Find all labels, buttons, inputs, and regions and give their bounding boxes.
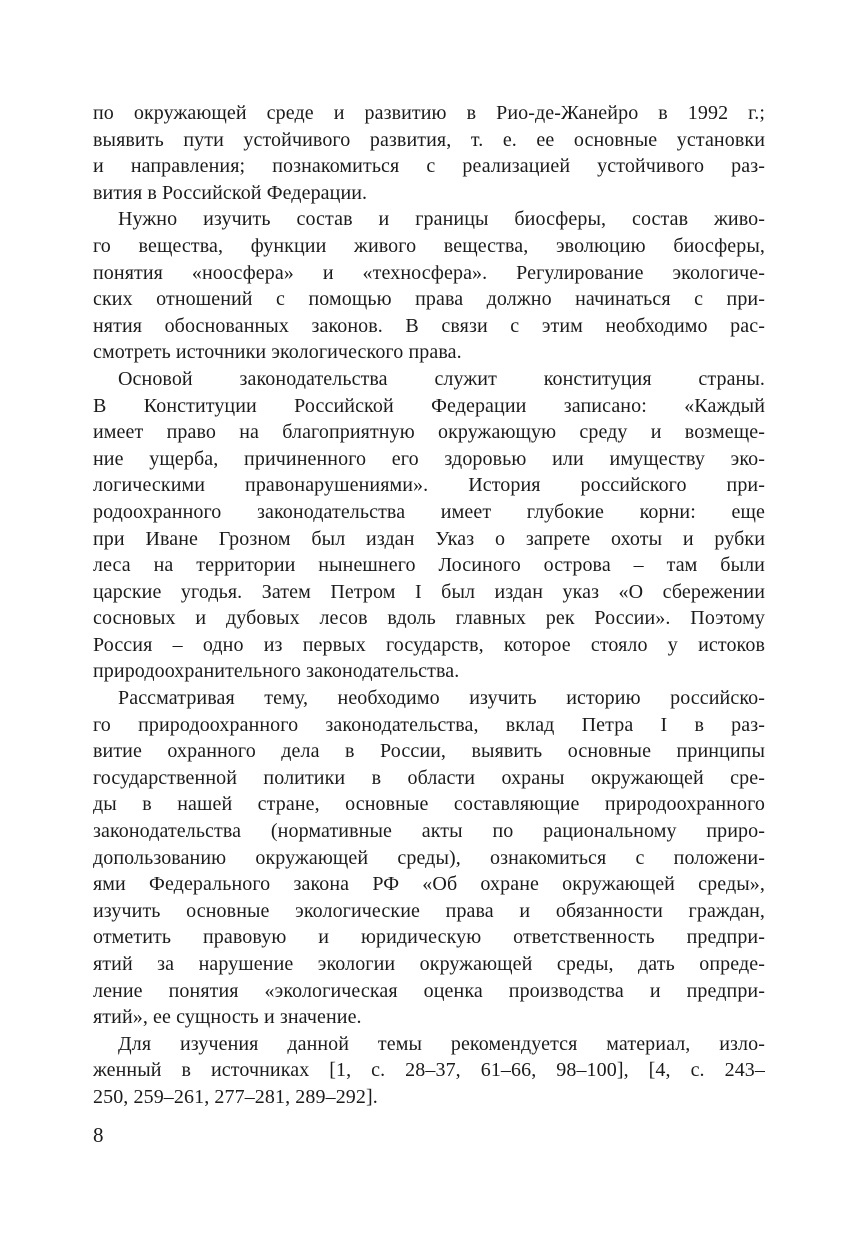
text-line: логическими правонарушениями». История российского при- — [93, 474, 765, 497]
body-text — [93, 100, 765, 1111]
text-line: В Конституции Российской Федерации записано: «Каждый — [93, 394, 765, 417]
text-line: Нужно изучить состав и границы биосферы, состав живо- — [118, 208, 765, 231]
text-line: витие охранного дела в России, выявить основные принципы — [93, 740, 765, 763]
paragraph — [93, 206, 765, 366]
text-line: при Иване Грозном был издан Указ о запрете охоты и рубки — [93, 527, 765, 550]
text-line: Для изучения данной темы рекомендуется материал, изло- — [118, 1032, 765, 1055]
text-line: ятий за нарушение экологии окружающей среды, дать опреде- — [93, 953, 765, 975]
text-line: сосновых и дубовых лесов вдоль главных рек России». Поэтому — [93, 607, 765, 630]
text-line: изучить основные экологические права и обязанности граждан, — [93, 899, 765, 922]
text-line: ние ущерба, причиненного его здоровью или имуществу эко- — [93, 447, 765, 470]
text-line: родоохранного законодательства имеет глубокие корни: еще — [93, 500, 765, 523]
text-line: ских отношений с помощью права должно начинаться с при- — [93, 288, 765, 311]
paragraph — [93, 100, 765, 206]
text-line: 250, 259–261, 277–281, 289–292]. — [93, 1085, 378, 1108]
text-line: Россия – одно из первых государств, которое стояло у истоков — [93, 633, 765, 656]
text-line: по окружающей среде и развитию в Рио-де-Жанейро в 1992 г.; — [93, 102, 765, 124]
text-line: ями Федерального закона РФ «Об охране окружающей среды», — [93, 873, 765, 896]
paragraph — [93, 366, 765, 685]
text-line: Основой законодательства служит конституция страны. — [118, 367, 765, 390]
text-line: Рассматривая тему, необходимо изучить историю российско- — [118, 687, 765, 710]
text-line: женный в источниках [1, с. 28–37, 61–66, 98–100], [4, с. 243– — [93, 1059, 765, 1082]
text-line: имеет право на благоприятную окружающую среду и возмеще- — [93, 421, 765, 444]
paragraph — [93, 685, 765, 1031]
page-number: 8 — [93, 1123, 104, 1147]
paragraph — [93, 1031, 765, 1111]
text-line: понятия «ноосфера» и «техносфера». Регулирование экологиче- — [93, 261, 765, 284]
text-line: го природоохранного законодательства, вклад Петра I в раз- — [93, 713, 765, 736]
text-line: нятия обоснованных законов. В связи с этим необходимо рас- — [93, 314, 765, 337]
text-line: ление понятия «экологическая оценка производства и предпри- — [93, 979, 765, 1002]
text-line: допользованию окружающей среды), ознакомиться с положени- — [93, 846, 765, 869]
text-line: го вещества, функции живого вещества, эволюцию биосферы, — [93, 234, 765, 257]
text-line: законодательства (нормативные акты по рациональному приро- — [93, 820, 765, 843]
text-line: отметить правовую и юридическую ответственность предпри- — [93, 926, 765, 949]
text-line: государственной политики в области охраны окружающей сре- — [93, 766, 765, 789]
text-line: леса на территории нынешнего Лосиного острова – там были — [93, 554, 765, 577]
text-line: выявить пути устойчивого развития, т. е. ее основные установки — [93, 128, 765, 151]
text-line: вития в Российской Федерации. — [93, 181, 368, 204]
text-line: и направления; познакомиться с реализацией устойчивого раз- — [93, 155, 765, 178]
text-line: смотреть источники экологического права. — [93, 341, 462, 364]
text-line: природоохранительного законодательства. — [93, 660, 460, 683]
text-line: царские угодья. Затем Петром I был издан указ «О сбережении — [93, 580, 765, 603]
text-line: ятий», ее сущность и значение. — [93, 1006, 362, 1029]
text-line: ды в нашей стране, основные составляющие природоохранного — [93, 793, 765, 816]
